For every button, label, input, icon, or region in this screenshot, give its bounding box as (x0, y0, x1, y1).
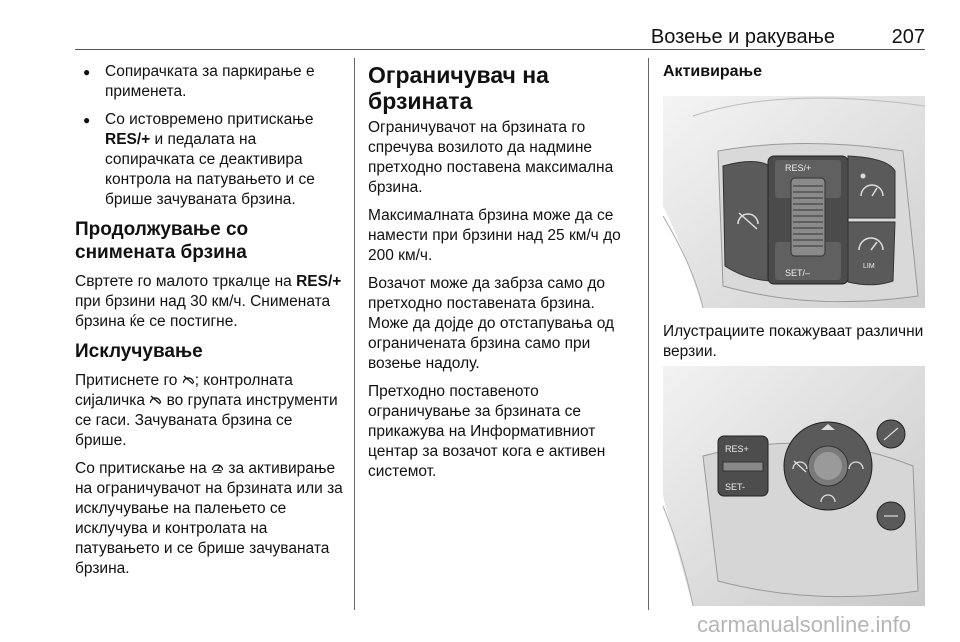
heading-off: Исклучување (75, 341, 203, 362)
steering-controls-illustration-1 (663, 96, 925, 308)
limiter-paragraph-1: Ограничувачот на брзината го спречува возилото да надмине претходно поставена максимална брзина. (368, 119, 614, 196)
heading-speed-limiter: Ограничувач на брзината (368, 62, 549, 114)
steering-controls-illustration-2 (663, 366, 925, 606)
lim-label: LIM (863, 263, 875, 270)
resume-paragraph: Свртете го малото тркалце на RES/+ при брзини над 30 км/ч. Снимената брзина ќе се постигне. (75, 273, 342, 330)
speed-limiter-icon (211, 461, 224, 473)
heading-resume: Продолжување со снимената брзина (75, 219, 249, 263)
res-label-2: RES+ (725, 444, 749, 454)
res-label: RES/+ (785, 163, 812, 173)
limiter-paragraph-4: Претходно поставеното ограничување за брзината се прикажува на Информативниот центар за возачот кога е активен системот. (368, 383, 606, 480)
column-3 (663, 62, 933, 90)
set-label-2: SET- (725, 482, 746, 492)
heading-activation: Активирање (663, 63, 762, 80)
column-1 (75, 62, 345, 587)
column-divider-1 (354, 58, 355, 610)
column-2 (368, 62, 636, 490)
off-paragraph-2: Со притискање на за активирање на ограничувачот на брзината или за исклучување на палењето се исклучува и контролата на патувањето и се брише зачуваната брзина. (75, 460, 343, 577)
off-paragraph-1: Притиснете го ; контролната сијаличка во групата инструменти се гаси. Зачуваната брзина се брише. (75, 372, 338, 449)
set-label: SET/– (785, 268, 811, 278)
bullet-res-brake: ● Со истовремено притискање RES/+ и педалата на сопирачката се деактивира контрола на патувањето и се брише зачуваната брзина. (75, 110, 345, 210)
illustration-caption: Илустрациите покажуваат различни верзии. (663, 323, 924, 360)
cruise-off-indicator-icon (149, 394, 162, 405)
bullet-parking-brake: ● Сопирачката за паркирање е применета. (75, 62, 345, 102)
header-rule (75, 49, 925, 50)
page-number: 207 (891, 26, 925, 48)
section-title: Возење и ракување (650, 26, 835, 48)
res-label: RES/+ (105, 131, 151, 148)
cruise-off-icon (182, 374, 195, 385)
limiter-paragraph-3: Возачот може да забрза само до претходно поставената брзина. Може да дојде до отстапувања од ограничената брзина само при возење надолу. (368, 275, 615, 372)
page-header (75, 22, 925, 50)
limiter-paragraph-2: Максималната брзина може да се намести при брзини над 25 км/ч до 200 км/ч. (368, 207, 621, 264)
column-divider-2 (648, 58, 649, 610)
watermark: carmanualsonline.info (697, 612, 912, 637)
